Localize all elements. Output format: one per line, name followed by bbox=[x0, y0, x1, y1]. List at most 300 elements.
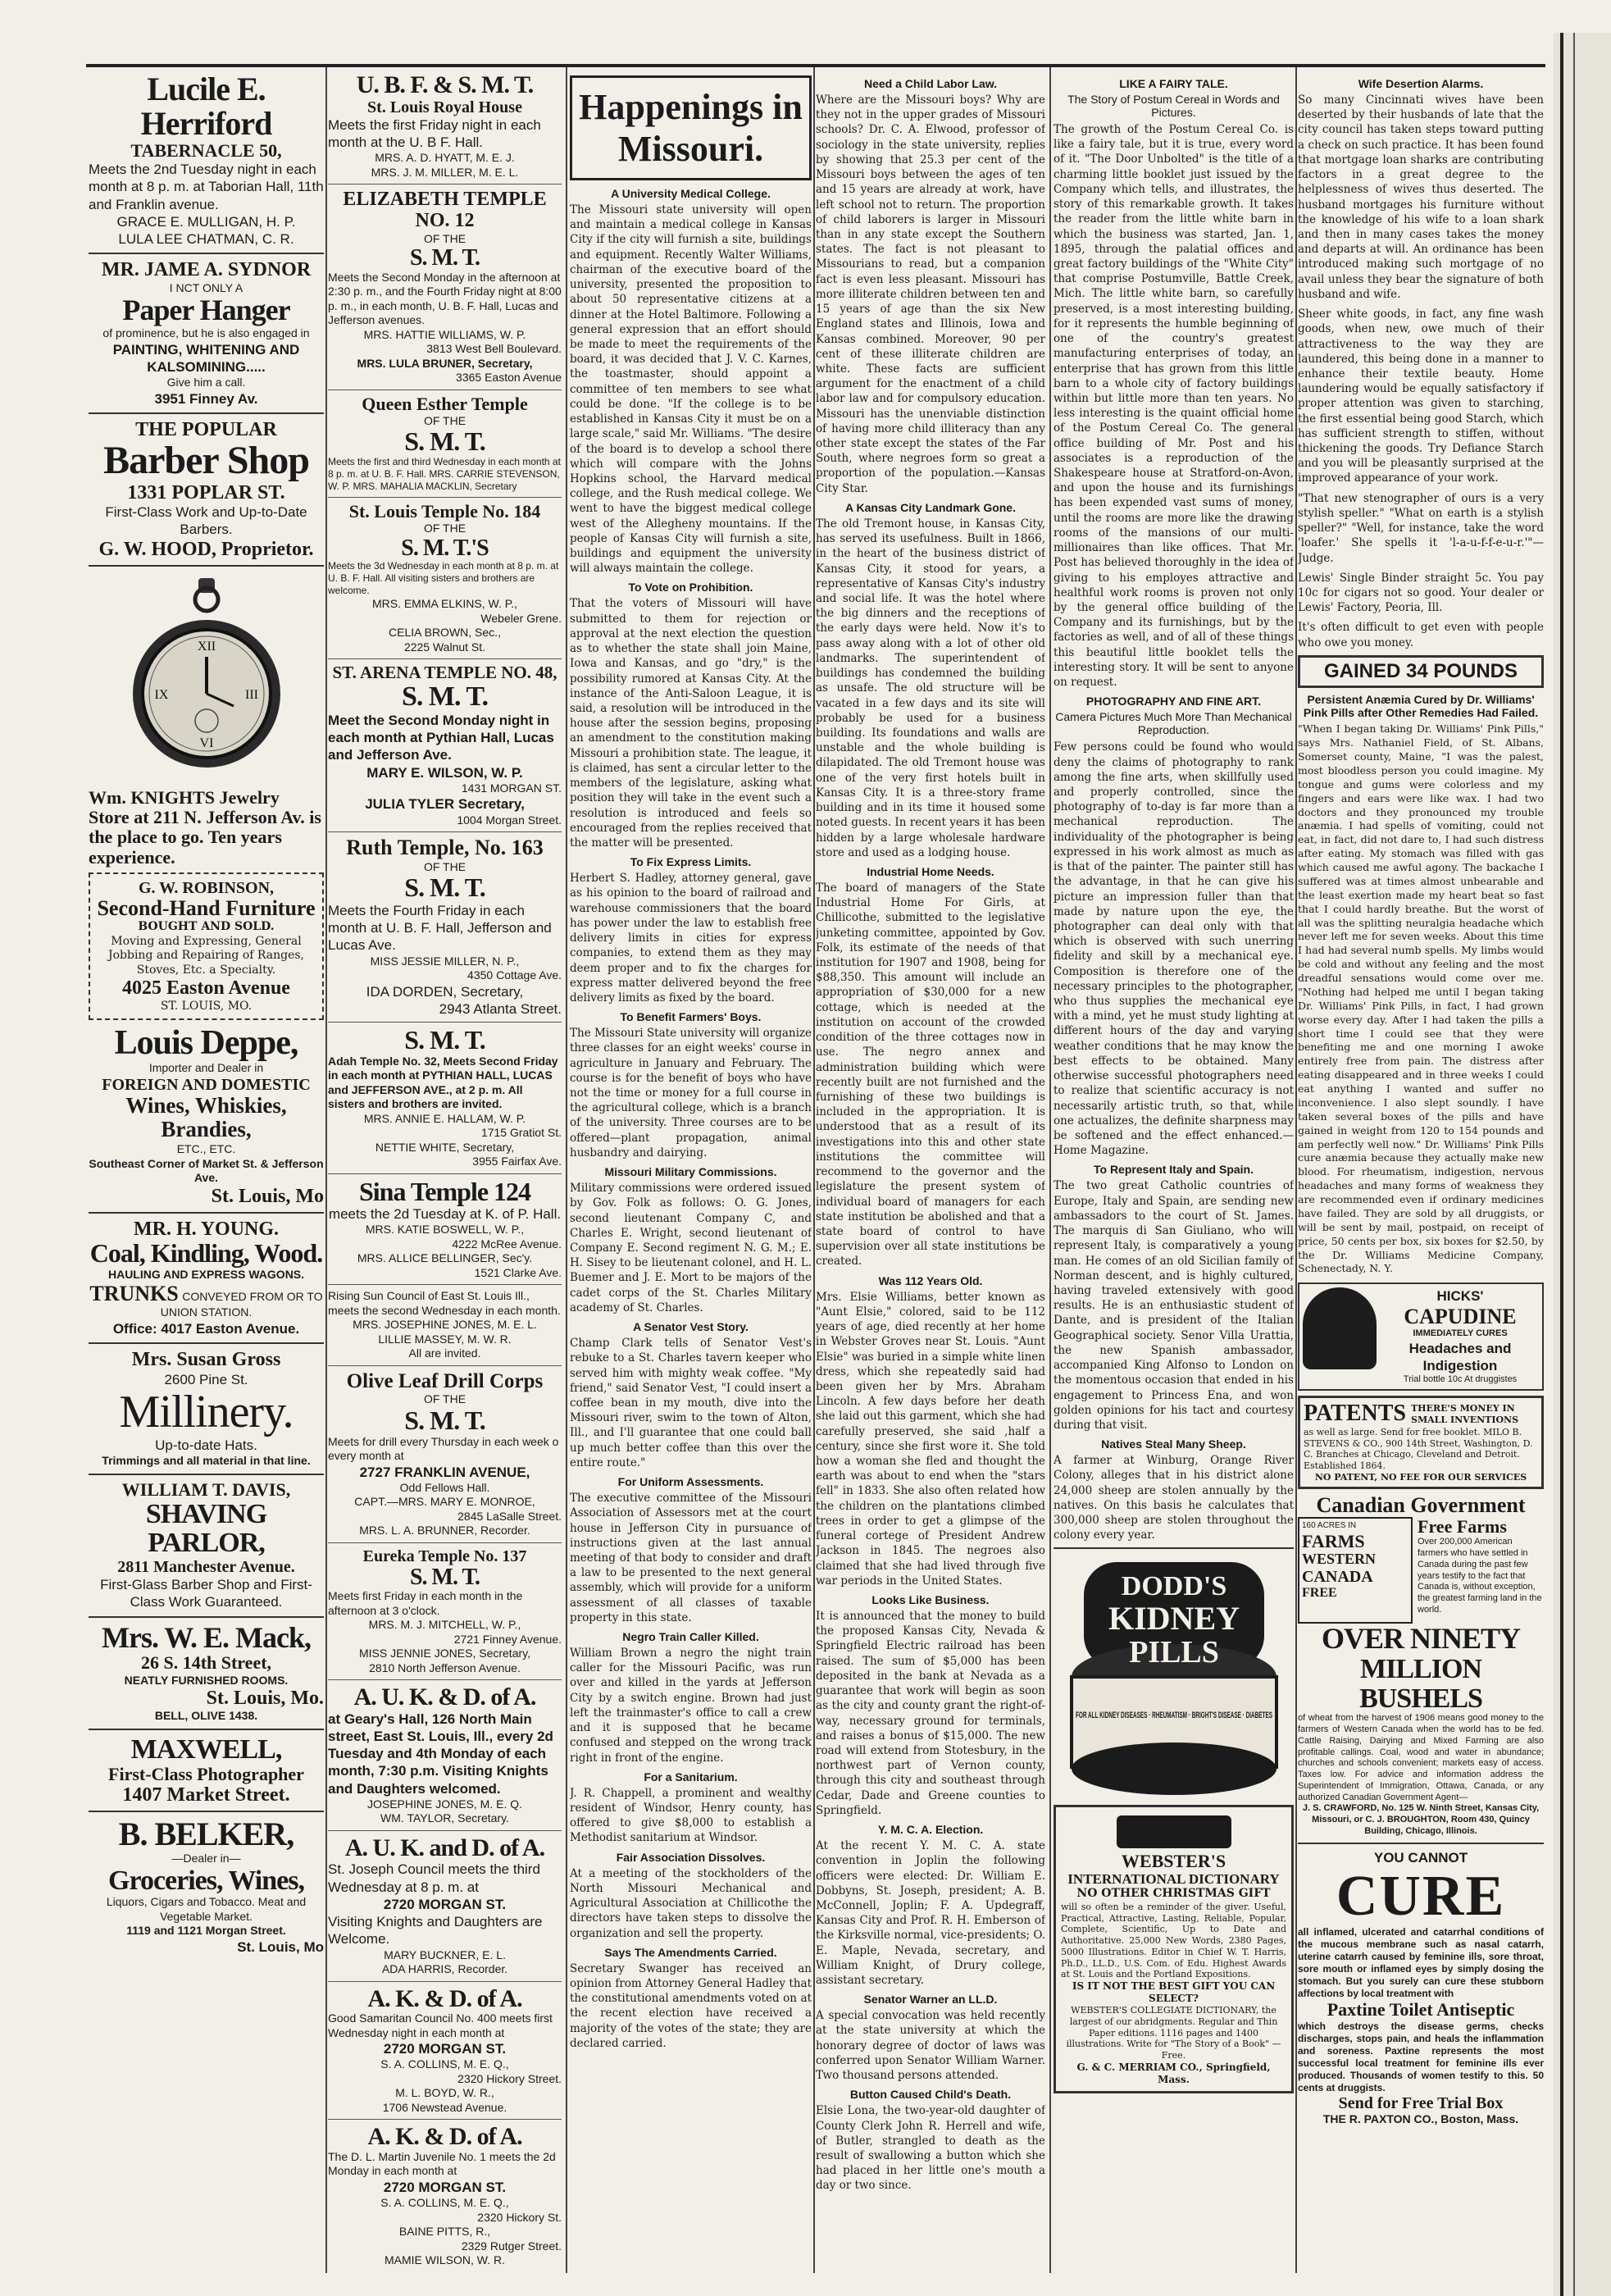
davis-name: WILLIAM T. DAVIS, bbox=[121, 1478, 291, 1500]
cure-ad bbox=[1298, 1849, 1544, 2126]
auk2-notice bbox=[328, 1835, 562, 1977]
sydnor-call: Give him a call. bbox=[166, 376, 246, 390]
cure-title: CURE bbox=[1336, 1864, 1506, 1928]
auk2-officer1: MARY BUCKNER, E. L. bbox=[384, 1947, 506, 1961]
sina-text: meets the 2d Tuesday at K. of P. Hall. bbox=[328, 1206, 562, 1223]
article-heading: For Uniform Assessments. bbox=[617, 1475, 764, 1489]
cure-body: all inflamed, ulcerated and catarrhal conditions of the mucous membrane such as nasal catarrh, uterine catarrh caused by feminine ills, sore throat, sore mouth or inflamed eyes by simply dosing the stomach. But you surely can cure these stubborn affections by local treatment with bbox=[1298, 1926, 1544, 2000]
article-subheading: The Story of Postum Cereal in Words and Pictures. bbox=[1067, 93, 1280, 119]
arena-addr2: 1004 Morgan Street. bbox=[457, 813, 562, 827]
column-divider bbox=[566, 67, 567, 2273]
olive-smt: S. M. T. bbox=[404, 1405, 485, 1435]
svg-text:XII: XII bbox=[197, 639, 216, 654]
young-office: Office: 4017 Easton Avenue. bbox=[112, 1321, 300, 1337]
column-lodges bbox=[328, 72, 562, 2278]
ak1-addr1: 2320 Hickory Street. bbox=[457, 2071, 562, 2085]
article-heading: To Benefit Farmers' Boys. bbox=[620, 1010, 762, 1024]
adjacent-page-edge bbox=[1554, 33, 1611, 2296]
olive-officer1: CAPT.—MRS. MARY E. MONROE, bbox=[354, 1495, 535, 1509]
gross-text2: Trimmings and all material in that line. bbox=[102, 1454, 311, 1468]
ruth-officer2: IDA DORDEN, Secretary, bbox=[366, 983, 524, 1000]
robinson-title: Second-Hand Furniture bbox=[97, 895, 316, 920]
ak2-title: A. K. & D. of A. bbox=[367, 2123, 522, 2151]
ruth-text: Meets the Fourth Friday in each month at U. B. F. Hall, Jefferson and Lucas Ave. bbox=[328, 902, 552, 954]
deppe-ad bbox=[89, 1025, 324, 1207]
stl184-smt: S. M. T.'S bbox=[401, 535, 489, 561]
capudine-ad bbox=[1298, 1282, 1544, 1391]
barber-title: Barber Shop bbox=[103, 439, 309, 483]
patents-body: as well as large. Send for free booklet. MILO B. STEVENS & CO., 900 14th Street, Washington, D. C. Branches at Chicago, Cleveland and Detroit. Established 1864. bbox=[1304, 1426, 1533, 1472]
svg-text:IX: IX bbox=[154, 687, 168, 702]
sydnor-line: I NCT ONLY A bbox=[169, 280, 243, 294]
dodds-line1: DODD'S bbox=[1121, 1571, 1226, 1602]
sina-addr2: 1521 Clarke Ave. bbox=[474, 1265, 562, 1279]
deppe-line2: Wines, Whiskies, Brandies, bbox=[125, 1092, 287, 1142]
herriford-sub: TABERNACLE 50, bbox=[130, 140, 282, 161]
article-heading: To Fix Express Limits. bbox=[630, 855, 752, 869]
article-body: It's often difficult to get even with people who owe you money. bbox=[1298, 621, 1544, 649]
herriford-notice bbox=[89, 72, 324, 248]
adah-notice bbox=[328, 1027, 562, 1169]
article-body: Sheer white goods, in fact, any fine wash goods, when new, owe much of their attractiveness to the way they are laundered, this being done in a manner to enhance their textile beauty. Home laundering would be equally satisfactory if proper attention was given to starching, the first essential being good Starch, which has sufficient strength to stiffen, without thickening the goods. Try Defiance Starch and you will be pleasantly surprised at the improved appearance of your work. bbox=[1298, 308, 1544, 485]
dodds-ring-text: FOR ALL KIDNEY DISEASES · RHEUMATISM · BRIGHT'S DISEASE · DIABETES bbox=[1075, 1711, 1272, 1721]
elizabeth-title: ELIZABETH TEMPLE NO. 12 bbox=[343, 189, 547, 232]
sina-addr1: 4222 McRee Avenue. bbox=[452, 1237, 562, 1250]
young-sub: HAULING AND EXPRESS WAGONS. bbox=[107, 1268, 305, 1282]
esther-of: OF THE bbox=[423, 413, 466, 427]
young-name: MR. H. YOUNG. bbox=[133, 1219, 280, 1241]
rising-text: Rising Sun Council of East St. Louis Ill., meets the second Wednesday in each month. bbox=[328, 1289, 561, 1317]
olive-text: Meets for drill every Thursday in each week o every month at bbox=[328, 1434, 559, 1463]
sydnor-name: MR. JAME A. SYDNOR bbox=[101, 259, 312, 281]
sydnor-trade: Paper Hanger bbox=[122, 294, 290, 327]
article-heading: Wife Desertion Alarms. bbox=[1358, 77, 1484, 90]
arena-text: Meet the Second Monday night in each month at Pythian Hall, Lucas and Jefferson Ave. bbox=[328, 712, 554, 763]
cure-company: THE R. PAXTON CO., Boston, Mass. bbox=[1322, 2112, 1519, 2125]
adah-text: Adah Temple No. 32, Meets Second Friday in each month at PYTHIAN HALL, LUCAS and JEFFERSON AVE., at 2 p. m. All sisters and brothers are invited. bbox=[328, 1054, 558, 1111]
adah-officer1: MRS. ANNIE E. HALLAM, W. P. bbox=[363, 1111, 526, 1125]
stl184-officer2: CELIA BROWN, Sec., bbox=[389, 626, 501, 640]
knights-text: Wm. KNIGHTS Jewelry Store at 211 N. Jefferson Av. is the place to go. Ten years experience. bbox=[89, 786, 321, 868]
article-body: The board of managers of the State Industrial Home For Girls, at Chillicothe, submitted to the legislative junketing committee, appointed by Gov. Folk, its estimate of the needs of that institution for 1907 and 1908, being for $88,350. This amount will include an appropriation of $30,000 for a new cottage, which is needed at the institution on account of the crowded condition of the three cottages now in use. The negro annex and administration building which were recently built are not furnished and the furnishing of these two buildings is included in the appropriation. It is understood that as a result of its investigations into this and other state institutions the committee will recommend to the governor and the legislature the present system of individual board of managers for each state institution be abolished and that a state board of control to have supervision over all state institutions be created. bbox=[816, 881, 1045, 1269]
barber-ad bbox=[89, 419, 324, 560]
cure-body2: which destroys the disease germs, checks discharges, stops pain, and heals the inflammation and soreness. Paxtine represents the most successful local treatment for feminine ills ever produced. Thousands of women testify to this. 50 cents at druggists. bbox=[1298, 2020, 1544, 2093]
masthead-title: Happenings in Missouri. bbox=[579, 87, 803, 169]
gross-text1: Up-to-date Hats. bbox=[155, 1437, 257, 1453]
pocket-watch-illustration bbox=[129, 575, 284, 780]
robinson-name: G. W. ROBINSON, bbox=[138, 878, 275, 897]
article-body: Where are the Missouri boys? Why are they not in the upper grades of Missouri schools? Dr. C. A. Elwood, professor of sociology in the state university, replies by showing that 25.3 per cent of the Missouri boys between the ages of ten and 15 years are already at work, have left school not to return. The proportion of child laborers is larger in Missouri than in any state except the Southern states. The fact is not pleasant to Missourians to read, but a companion fact is even less pleasant. Missouri has more illiterate children between ten and 15 years of age than the six New England states and Illinois, Iowa and Kansas combined. Moreover, 90 per cent of these illiterate children are white. These facts are sufficient argument for the enactment of a child labor law and for compulsory education. Missouri has the unenviable distinction of having more child illiteracy than any other state except the states of the Far South, where negroes form so great a proportion of the population.—Kansas City Star. bbox=[816, 93, 1045, 495]
article-body: Few persons could be found who would deny the claims of photography to rank among the fine arts, when skillfully used and properly controlled, since the photography of to-day is far more than a mechanical reproduction. The individuality of the photographer is being expressed in his work almost as much as is that of the painter. The painter still has the advantage, in that he can give his picture an impression fuller than that made by nature upon the eye, the photographer can deal only with that which is observed with such unerring fidelity and skill by a mechanical eye. Composition is therefore one of the necessary principles to the photographer, who thus supplies the mechanical eye with a mind, yet he must study lighting at different hours of the day and varying weather conditions that he may know the best effects to be obtained. Many otherwise successful photographers need to realize that scientific accuracy is not necessarily artistic truth, so that, while one actualizes, the definite sharpness may be softened and the effect enhanced.—Home Magazine. bbox=[1054, 740, 1294, 1158]
article-body: "That new stenographer of ours is a very stylish speller." "What on earth is a stylish speller?" "Well, for instance, take the word 'loafer.' She spells it 'l-a-u-f-f-e-u-r.'"—Judge. bbox=[1298, 491, 1544, 565]
robinson-sub: BOUGHT AND SOLD. bbox=[138, 920, 275, 934]
article-body: It is announced that the money to build the proposed Kansas City, Nevada & Springfield Electric railroad has been raised. The sum of $5,000 has been deposited in the bank at Nevada as a guarantee that work will begin as soon as the city and county grant the right-of-way, necessary ground for terminals, and raises a bonus of $15,000. The new road will extend from Stotesbury, in the northwest part of Vernon county, through this city and southeast through Cedar, Dade and Greene counties to Springfield. bbox=[816, 1610, 1045, 1817]
mack-ad bbox=[89, 1620, 324, 1724]
mack-bell: BELL, OLIVE 1438. bbox=[154, 1709, 258, 1723]
article-heading: To Represent Italy and Spain. bbox=[1093, 1163, 1254, 1177]
auk1-title: A. U. K. & D. of A. bbox=[353, 1683, 536, 1711]
ak2-addr1: 2320 Hickory St. bbox=[477, 2210, 562, 2224]
ubf-notice bbox=[328, 72, 562, 180]
adah-addr2: 3955 Fairfax Ave. bbox=[472, 1155, 562, 1168]
article-heading: Fair Association Dissolves. bbox=[616, 1850, 766, 1864]
canada-map1: 160 ACRES IN bbox=[1302, 1521, 1357, 1531]
barber-address: 1331 POPLAR ST. bbox=[127, 481, 285, 503]
column-news-3 bbox=[1054, 72, 1294, 2278]
article-heading: PHOTOGRAPHY AND FINE ART. bbox=[1085, 695, 1262, 708]
elizabeth-of: OF THE bbox=[423, 231, 466, 245]
esther-smt: S. M. T. bbox=[404, 426, 485, 457]
patents-foot: NO PATENT, NO FEE FOR OUR SERVICES bbox=[1314, 1471, 1527, 1483]
olive-addr1: 2845 LaSalle Street. bbox=[457, 1509, 562, 1523]
esther-notice bbox=[328, 394, 562, 493]
canada-map4: CANADA bbox=[1302, 1567, 1373, 1586]
article-heading: Industrial Home Needs. bbox=[867, 864, 994, 878]
arena-notice bbox=[328, 663, 562, 827]
stl184-officer1b: Webeler Grene. bbox=[480, 611, 562, 625]
ak2-notice bbox=[328, 2124, 562, 2267]
young-trunks: TRUNKS bbox=[89, 1281, 179, 1305]
column-divider bbox=[325, 67, 327, 2273]
article-heading: A University Medical College. bbox=[611, 187, 771, 200]
robinson-address: 4025 Easton Avenue bbox=[122, 977, 290, 1000]
elizabeth-addr2: 3365 Easton Avenue bbox=[456, 371, 562, 385]
belker-sub: —Dealer in— bbox=[171, 1852, 241, 1866]
auk2-officer2: ADA HARRIS, Recorder. bbox=[381, 1962, 508, 1976]
ruth-notice bbox=[328, 836, 562, 1018]
article-body: Mrs. Elsie Williams, better known as "Aunt Elsie," colored, said to be 112 years of age, died recently at her home in Webster Groves near St. Louis. "Aunt Elsie" was buried in a simple white linen dress, which she repeatedly said had been given her by Mrs. Abraham Lincoln. A few days before her death she laid out this garment, which she had carefully preserved, she said ,half a century, since she first wore it. She told how a woman she fled and thought the earth was about to end when the "stars fell" in 1833. She also often related how the children on the plantations climbed trees in order to get a glimpse of the funeral cortege of President Andrew Jackson in 1845. The negroes also claimed that she had lived through five war periods in the United States. bbox=[816, 1290, 1045, 1588]
article-body: The executive committee of the Missouri Association of Assessors met at the court house in Jefferson City in pursuance of instructions given at the last annual meeting of that body to consider and draft a law to be presented to the next general assembly, which will provide for a uniform assessment of all classes of taxable property in this state. bbox=[570, 1492, 812, 1624]
arena-title: ST. ARENA TEMPLE NO. 48, bbox=[332, 663, 557, 683]
hicks-line1: Headaches and bbox=[1408, 1340, 1512, 1356]
davis-address: 2811 Manchester Avenue. bbox=[117, 1558, 295, 1577]
eureka-officer1: MRS. M. J. MITCHELL, W. P., bbox=[368, 1618, 521, 1632]
arena-officer1: MARY E. WILSON, W. P. bbox=[366, 764, 523, 781]
ninety-line2: MILLION BUSHELS bbox=[1359, 1654, 1482, 1714]
article-body: At a meeting of the stockholders of the North Missouri Mechanical and Agricultural Association at Chillicothe the directors have taken steps to dissolve the organization and sell the property. bbox=[570, 1866, 812, 1940]
gross-address: 2600 Pine St. bbox=[164, 1371, 248, 1387]
ak1-title: A. K. & D. of A. bbox=[367, 1984, 522, 2012]
maxwell-address: 1407 Market Street. bbox=[122, 1784, 290, 1806]
webster-gift: NO OTHER CHRISTMAS GIFT bbox=[1076, 1887, 1271, 1901]
dodds-line2: KIDNEY bbox=[1108, 1600, 1240, 1638]
sydnor-address: 3951 Finney Av. bbox=[154, 390, 258, 407]
article-body: So many Cincinnati wives have been deserted by their husbands of late that the city council has taken steps toward putting a check on such practice. It has been found that mortgage loan sharks are contributing factors in a great degree to the helplessness of wives thus deserted. The husband mortgages his furniture without the knowledge of his wife to a loan shark and then in many cases takes the money and departs at will. An ordinance has been introduced making such mortgage of no avail unless they bear the signature of both husband and wife. bbox=[1298, 93, 1544, 301]
sydnor-ad bbox=[89, 259, 324, 407]
ak2-officer3: MAMIE WILSON, W. R. bbox=[384, 2253, 505, 2267]
herriford-officers: GRACE E. MULLIGAN, H. P. LULA LEE CHATMAN, C. R. bbox=[116, 213, 296, 248]
deppe-sub: Importer and Dealer in bbox=[148, 1061, 264, 1075]
elizabeth-notice bbox=[328, 189, 562, 385]
stl184-of: OF THE bbox=[423, 522, 466, 535]
hicks-sub: IMMEDIATELY CURES bbox=[1413, 1328, 1508, 1339]
article-body: The Missouri state university will open and maintain a medical college in Kansas City if the city will furnish a site, buildings and equipment. Recently Walter Williams, chairman of the executive board of the university, presented the proposition to about 50 representative citizens at a dinner at the Hotel Baltimore. Following a general expression that an effort should be made to meet the requirements of the board, it was decided that J. V. C. Karnes, the toastmaster, should appoint a committee of ten members to see what could be done. "If the college is to be established in Kansas City it must be on a large scale," said Mr. Williams. "The desire of the board is to develop a school there which will compare with the Johns Hopkins school, the Harvard medical college, and the Rush medical college. We went to have the biggest medical college west of the Allegheny mountains. If the people of Kansas City will furnish a site, buildings and equipment the university will always maintain the college. bbox=[570, 203, 812, 576]
esther-title: Queen Esther Temple bbox=[362, 393, 528, 414]
gained-sub: Persistent Anæmia Cured by Dr. Williams' Pink Pills after Other Remedies Had Failed. bbox=[1303, 693, 1539, 720]
elizabeth-addr1: 3813 West Bell Boulevard. bbox=[426, 342, 562, 356]
gross-name: Mrs. Susan Gross bbox=[131, 1349, 281, 1371]
elizabeth-smt: S. M. T. bbox=[409, 245, 480, 271]
article-body: The Missouri State university will organize three classes for an eight weeks' course in agriculture in January and February. The course is for the benefit of boys who have not the time or money for a full course in the agricultural college, which is a branch of the university. Three courses are to be offered—plant propagation, animal husbandry and dairying. bbox=[570, 1027, 812, 1159]
masthead bbox=[570, 75, 812, 180]
gross-ad bbox=[89, 1349, 324, 1468]
patents-title: PATENTS bbox=[1304, 1401, 1406, 1427]
ubf-title: U. B. F. & S. M. T. bbox=[356, 72, 534, 98]
mack-text: NEATLY FURNISHED ROOMS. bbox=[124, 1673, 289, 1687]
ruth-officer1: MISS JESSIE MILLER, N. P., bbox=[370, 954, 520, 968]
article-body: That the voters of Missouri will have submitted to them for rejection or approval at the next election the question as to whether the state shall join Maine, Iowa and Kansas, and go "dry," is the possibility rumored at Kansas City. At the instance of the Anti-Saloon League, it is said, a resolution will be introduced in the house after the session begins, proposing an amendment to the constitution making Missouri a prohibition state. The league, it is claimed, has sent a circular letter to the members of the legislature, asking what position they will take in the event such a resolution is introduced and feels so encouraged from the replies received that the matter will be presented. bbox=[570, 597, 812, 850]
article-heading: Looks Like Business. bbox=[871, 1593, 990, 1606]
ubf-officers: MRS. A. D. HYATT, M. E. J. MRS. J. M. MILLER, M. E. L. bbox=[371, 151, 519, 179]
herriford-text: Meets the 2nd Tuesday night in each month at 8 p. m. at Taborian Hall, 11th and Franklin avenue. bbox=[89, 162, 324, 212]
sina-officer2: MRS. ALLICE BELLINGER, Sec'y. bbox=[357, 1251, 533, 1265]
article-heading: A Senator Vest Story. bbox=[633, 1320, 749, 1334]
canada-head: Canadian Government bbox=[1316, 1492, 1526, 1517]
ak1-notice bbox=[328, 1986, 562, 2116]
article-body: The old Tremont house, in Kansas City, has served its usefulness. Built in 1866, in the heart of the business district of Kansas City, it stood for years, a representative of Kansas City's industry and social life. It was the hotel where the big dinners and the receptions of the early days were held. Now it's to pass away along with a lot of other old landmarks. The superintendent of buildings has condemned the building as unsafe. The old structure will be vacated in a few days and its site will probably be used for a business building. Its foundations and walls are unstable and the whole building is dilapidated. The old Tremont house was one of the very first hotels built in Kansas City. It is a three-story frame building and in its time it housed some noted guests. In recent years it has been hidden by a large wholesale hardware store and used as a lodging house. bbox=[816, 517, 1045, 859]
sina-officer1: MRS. KATIE BOSWELL, W. P., bbox=[365, 1223, 525, 1237]
article-heading: Missouri Military Commissions. bbox=[604, 1165, 777, 1179]
olive-title: Olive Leaf Drill Corps bbox=[346, 1369, 544, 1392]
belker-ad bbox=[89, 1817, 324, 1956]
robinson-ad bbox=[89, 872, 324, 1020]
canada-map5: FREE bbox=[1302, 1585, 1337, 1600]
davis-text: First-Glass Barber Shop and First-Class Work Guaranteed. bbox=[100, 1577, 312, 1610]
eureka-notice bbox=[328, 1547, 562, 1675]
young-trunks-text: CONVEYED FROM OR TO UNION STATION. bbox=[160, 1289, 323, 1319]
ruth-of: OF THE bbox=[423, 859, 466, 873]
article-body: J. R. Chappell, a prominent and wealthy resident of Windsor, Henry county, has offered to give $8,000 to establish a Methodist sanitarium at Windsor. bbox=[570, 1786, 812, 1845]
column-divider bbox=[1295, 67, 1297, 2273]
dodds-kidney-pills-ad bbox=[1059, 1554, 1289, 1800]
article-heading: Need a Child Labor Law. bbox=[863, 77, 998, 90]
auk2-text: St. Joseph Council meets the third Wednesday at 8 p. m. at bbox=[328, 1861, 540, 1895]
hicks-line2: Indigestion bbox=[1422, 1358, 1498, 1374]
ruth-addr1: 4350 Cottage Ave. bbox=[467, 968, 562, 982]
hicks-title: CAPUDINE bbox=[1404, 1304, 1517, 1328]
webster-title: WEBSTER'S bbox=[1121, 1851, 1226, 1872]
adah-smt: S. M. T. bbox=[404, 1025, 485, 1055]
olive-officer2: MRS. L. A. BRUNNER, Recorder. bbox=[359, 1524, 530, 1538]
deppe-title: Louis Deppe, bbox=[114, 1024, 298, 1063]
article-body: The two great Catholic countries of Europe, Italy and Spain, are sending new ambassadors to the court of St. James. The marquis di San Giuliano, who will represent Italy, is comparatively a young man. He comes of an old Sicilian family of Norman descent, and is highly cultured, having traveled extensively with good results. He is an enthusiastic student of Dante, and is president of the Italian Geographical society. Senor Villa Urattia, the new Spanish ambassador, accompanied King Alfonso to London on the momentous occasion that ended in his engagement to Princess Ena, and won golden opinions for his tact and courtesy during that visit. bbox=[1054, 1179, 1294, 1432]
canada-map2: FARMS bbox=[1302, 1530, 1365, 1551]
mack-city: St. Louis, Mo. bbox=[206, 1688, 324, 1710]
mack-title: Mrs. W. E. Mack, bbox=[101, 1620, 311, 1654]
auk2-addr: 2720 MORGAN ST. bbox=[383, 1896, 507, 1912]
stl184-addr2: 2225 Walnut St. bbox=[403, 640, 486, 654]
article-body: At the recent Y. M. C. A. state convention in Joplin the following officers were elected: Dr. William E. Dobbyns, St. Joseph, president; A. B. McConnell, Joplin; F. A. Updegraff, Kansas City and Prof. R. H. Emberson of the Kirksville normal, vice-presidents; O. E. Maple, Nevada, secretary, and William Knight, of Drury college, assistant secretary. bbox=[816, 1839, 1045, 1988]
ak1-officer1: S. A. COLLINS, M. E. Q., bbox=[380, 2057, 509, 2071]
canada-sub: Free Farms bbox=[1418, 1516, 1507, 1538]
book-icon bbox=[1117, 1815, 1231, 1848]
olive-addr: 2727 FRANKLIN AVENUE, bbox=[359, 1464, 530, 1480]
article-heading: LIKE A FAIRY TALE. bbox=[1119, 77, 1228, 90]
davis-ad bbox=[89, 1480, 324, 1611]
canada-map3: WESTERN bbox=[1302, 1550, 1377, 1567]
ak1-officer2: M. L. BOYD, W. R., bbox=[395, 2086, 494, 2100]
webster-body: will so often be a reminder of the giver. Useful, Practical, Attractive, Lasting, Reliable, Popular, Complete, Scientific, Up to Date and Authoritative. 25,000 New Words, 2380 Pages, 5000 Illustrations. Editor in Chief W. T. Harris, Ph.D., LL.D., U.S. Com. of Edu. Highest Awards at St. Louis and the Portland Expositions. bbox=[1061, 1901, 1286, 1980]
ruth-title: Ruth Temple, No. 163 bbox=[346, 836, 544, 860]
deppe-etc: ETC., ETC. bbox=[176, 1142, 236, 1156]
article-body: Lewis' Single Binder straight 5c. You pay 10c for cigars not so good. Your dealer or Lewis' Factory, Peoria, Ill. bbox=[1298, 571, 1544, 615]
ak2-text: The D. L. Martin Juvenile No. 1 meets the 2d Monday in each month at bbox=[328, 2149, 556, 2178]
herriford-title: Lucile E. Herriford bbox=[140, 72, 272, 142]
robinson-city: ST. LOUIS, MO. bbox=[160, 999, 253, 1013]
eureka-addr2: 2810 North Jefferson Avenue. bbox=[369, 1660, 521, 1674]
ruth-smt: S. M. T. bbox=[404, 872, 485, 903]
ak1-addr: 2720 MORGAN ST. bbox=[383, 2041, 507, 2057]
auk1-text: at Geary's Hall, 126 North Main street, East St. Louis, Ill., every 2d Tuesday and 4th Monday of each month, 7:30 p.m. Visiting Knights and Daughters welcomed. bbox=[328, 1711, 553, 1797]
stl184-officer1: MRS. EMMA ELKINS, W. P., bbox=[371, 597, 518, 611]
adah-officer2: NETTIE WHITE, Secretary, bbox=[375, 1140, 515, 1154]
article-heading: Negro Train Caller Killed. bbox=[622, 1630, 759, 1644]
cure-product: Paxtine Toilet Antiseptic bbox=[1327, 1999, 1515, 2020]
stl184-notice bbox=[328, 502, 562, 654]
column-divider bbox=[813, 67, 815, 2273]
deppe-city: St. Louis, Mo bbox=[211, 1185, 324, 1207]
article-body: William Brown a negro the night train caller for the Missouri Pacific, was run over and killed in the yards at Jefferson City by a switch engine. Brown had just left the trainmaster's office to call a crew and it is supposed that he became confused and stepped on the wrong track right in front of the engine. bbox=[570, 1647, 812, 1765]
arena-smt: S. M. T. bbox=[401, 681, 489, 713]
mack-address: 26 S. 14th Street, bbox=[140, 1652, 272, 1674]
article-body: Champ Clark tells of Senator Vest's rebuke to a St. Charles tavern keeper who served him with mighty weak coffee. "My friend," said Senator Vest, "I could insert a coffee bean in my mouth, dive into the Missouri river, swim to the town of Alton, Ill., and I'll guarantee that one could ball up much better coffee than this over the entire route." bbox=[570, 1337, 812, 1469]
sina-title: Sina Temple 124 bbox=[358, 1176, 531, 1206]
belker-city: St. Louis, Mo bbox=[237, 1938, 324, 1955]
arena-addr1: 1431 MORGAN ST. bbox=[461, 781, 562, 795]
article-body: Elsie Lona, the two-year-old daughter of County Clerk John R. Herrell and wife, of Butler, strangled to death as the result of swallowing a button which she had placed in her little one's mouth a day or two since. bbox=[816, 2104, 1045, 2193]
canada-ad bbox=[1298, 1494, 1544, 1838]
ninety-line1: OVER NINETY bbox=[1321, 1622, 1521, 1656]
gained-ad bbox=[1298, 655, 1544, 688]
barber-owner: G. W. HOOD, Proprietor. bbox=[98, 538, 314, 560]
article-body: Military commissions were ordered issued by Gov. Folk as follows: O. G. Jones, second lieutenant Company C, and Charles E. Wright, second lieutenant of Company E. Second regiment N. G. M.; E. H. Sisey to be lieutenant colonel, and H. L. Buemer and J. E. Mort to be majors of the cadet corps of the St. Charles Military academy of St. Charles. bbox=[570, 1182, 812, 1314]
canada-map-illustration bbox=[1298, 1517, 1413, 1624]
ruth-addr2: 2943 Atlanta Street. bbox=[439, 1000, 562, 1017]
webster-best: IS IT NOT THE BEST GIFT YOU CAN SELECT? bbox=[1072, 1980, 1276, 2005]
ak2-officer1: S. A. COLLINS, M. E. Q., bbox=[380, 2196, 509, 2210]
barber-text: First-Class Work and Up-to-Date Barbers. bbox=[105, 504, 307, 538]
gained-head: GAINED 34 POUNDS bbox=[1323, 659, 1518, 682]
article-body: A farmer at Winburg, Orange River Colony, alleges that in his district alone 24,000 sheep are stolen annually by the natives. On this basis he calculates that 300,000 sheep are stolen throughout the colony every year. bbox=[1054, 1454, 1294, 1542]
gained-body: "When I began taking Dr. Williams' Pink Pills," says Mrs. Nathaniel Field, of St. Albans, Somerset county, Maine, "I was the palest, most bloodless person you could imagine. My tongue and gums were colorless and my fingers and ears were like wax. I had two doctors and they pronounced my trouble anæmia. I had spells of vomiting, could not eat, in fact, did not dare to, I had such distress after eating. My stomach was filled with gas which caused me awful agony. The backache I suffered was at times almost unbearable and the least exertion made my heart beat so fast that I could hardly breathe. But the worst of all was the splitting neuralgia headache which never left me for seven weeks. About this time I had had several numb spells. My limbs would be cold and without any feeling and the most dreadful sensations would come over me. "Nothing had helped me until I began taking Dr. Williams' Pink Pills, in fact, I had grown worse every day. After I had taken the pills a short time I could see that they were benefiting me and one morning I awoke entirely free from pain. The distress after eating disappeared and in three weeks I could eat anything I wanted and suffer no inconvenience. I also slept soundly. I have taken several boxes of the pills and have gained in weight from 120 to 154 pounds and am perfectly well now." Dr. Williams' Pink Pills cure anæmia because they actually make new blood. For rheumatism, indigestion, nervous headaches and many forms of weakness they are recommended even if ordinary medicines have failed. They are sold by all druggists, or will be sent by mail, postpaid, on receipt of price, 50 cents per box, six boxes for $2.50, by the Dr. Williams Medicine Company, Schenectady, N. Y. bbox=[1298, 722, 1544, 1275]
ak1-text: Good Samaritan Council No. 400 meets first Wednesday night in each month at bbox=[328, 2011, 553, 2039]
article-body: The growth of the Postum Cereal Co. is like a fairy tale, but it is true, every word of it. "The Door Unbolted" is the title of a charming little booklet just issued by the Company which tells, and illustrates, the story of this remarkable growth. It takes the reader from the little white barn in which the business was started, Jan. 1, 1895, through the palatial offices and great factory buildings of the "White City" that comprise Postumville, Battle Creek, Mich. The little white barn, so carefully preserved, is a most interesting building, for it represents the humble beginning of one of the country's greatest manufacturing enterprises of today, an enterprise that has grown from this little barn to a whole city of factory buildings within but little more than ten years. No less interesting is the quaint official home of the Postum Cereal Co. The general office building of Mr. Post and his associates is a reproduction of the Shakespeare house at Stratford-on-Avon, and upon the house and its furnishings has been expended vast sums of money, until the rooms are more like the drawing rooms of the mansions of our multi-millionaires than like offices. That Mr. Post has believed thoroughly in the idea of giving to his employes attractive and healthful work rooms is proven not only by the general office building of the Company and its furnishings, but by the factories as well, and of all of these things this beautiful little booklet tells the interesting story. It will be sent to anyone on request. bbox=[1054, 123, 1294, 690]
article-heading: Was 112 Years Old. bbox=[878, 1273, 983, 1287]
article-heading: Y. M. C. A. Election. bbox=[877, 1823, 984, 1837]
belker-title: B. BELKER, bbox=[118, 1815, 294, 1853]
eureka-addr1: 2721 Finney Avenue. bbox=[453, 1632, 562, 1646]
auk2-text2: Visiting Knights and Daughters are Welcome. bbox=[328, 1914, 543, 1947]
webster-ad bbox=[1054, 1805, 1294, 2093]
eureka-officer2: MISS JENNIE JONES, Secretary, bbox=[358, 1647, 530, 1660]
article-body: Secretary Swanger has received an opinion from Attorney General Hadley that the constitutional amendments voted on at the recent election have received a majority of the votes of the state; they are declared carried. bbox=[570, 1961, 812, 2050]
sina-notice bbox=[328, 1178, 562, 1281]
belker-text: Liquors, Cigars and Tobacco. Meat and Vegetable Market. bbox=[106, 1895, 307, 1923]
belker-line: Groceries, Wines, bbox=[108, 1865, 304, 1896]
article-heading: To Vote on Prohibition. bbox=[628, 581, 753, 594]
top-rule bbox=[86, 64, 1545, 67]
auk2-title: A. U. K. and D. of A. bbox=[344, 1834, 545, 1861]
stl184-title: St. Louis Temple No. 184 bbox=[348, 500, 541, 522]
esther-text: Meets the first and third Wednesday in each month at 8 p. m. at U. B. F. Hall. MRS. CARRIE STEVENSON, W. P. MRS. MAHALIA MACKLIN, Secretary bbox=[328, 455, 561, 492]
maxwell-title: MAXWELL, bbox=[130, 1733, 282, 1765]
column-ads-left bbox=[89, 72, 324, 2278]
young-ad bbox=[89, 1219, 324, 1337]
webster-publisher: G. & C. MERRIAM CO., Springfield, Mass. bbox=[1076, 2061, 1271, 2085]
stl184-text: Meets the 3d Wednesday in each month at 8 p. m. at U. B. F. Hall. All visiting sisters and brothers are welcome. bbox=[328, 560, 559, 597]
webster-sub: INTERNATIONAL DICTIONARY bbox=[1067, 1870, 1280, 1887]
olive-of: OF THE bbox=[423, 1392, 466, 1406]
ninety-agent: J. S. CRAWFORD, No. 125 W. Ninth Street, Kansas City, Missouri, or C. J. BROUGHTON, Room 430, Quincy Building, Chicago, Illinois. bbox=[1302, 1803, 1540, 1836]
elizabeth-officer2: MRS. LULA BRUNER, Secretary, bbox=[357, 356, 533, 370]
elizabeth-text: Meets the Second Monday in the afternoon at 2:30 p. m., and the Fourth Friday night at 8:00 p. m., in each month, U. B. F. Hall, Lucas and Jefferson avenues. bbox=[328, 270, 562, 327]
article-subheading: Camera Pictures Much More Than Mechanical Reproduction. bbox=[1055, 710, 1292, 737]
canada-side: Over 200,000 American farmers who have settled in Canada during the past few years testify to the fact that Canada is, without exception, the greatest farming land in the world. bbox=[1418, 1537, 1542, 1615]
rising-invite: All are invited. bbox=[408, 1346, 481, 1360]
maxwell-sub: First-Class Photographer bbox=[108, 1763, 304, 1784]
rising-officers: MRS. JOSEPHINE JONES, M. E. L. LILLIE MASSEY, M. W. R. bbox=[353, 1318, 537, 1346]
article-heading: Natives Steal Many Sheep. bbox=[1101, 1437, 1246, 1451]
cure-send: Send for Free Trial Box bbox=[1338, 2093, 1504, 2112]
arena-officer2: JULIA TYLER Secretary, bbox=[365, 796, 525, 813]
column-news-1 bbox=[570, 72, 812, 2278]
dodds-line3: PILLS bbox=[1128, 1635, 1219, 1670]
article-body: Herbert S. Hadley, attorney general, gave as his opinion to the board of railroad and warehouse commissioners that the board has power under the law to establish free delivery limits in cities for express companies, to extend them as they may deem proper and to fix the charges for express matter delivered beyond the free delivery limits as fixed by the board. bbox=[570, 872, 812, 1004]
article-heading: A Kansas City Landmark Gone. bbox=[845, 500, 1016, 514]
maxwell-ad bbox=[89, 1735, 324, 1806]
rising-notice bbox=[328, 1289, 562, 1361]
svg-text:VI: VI bbox=[199, 736, 213, 750]
ak2-officer2: BAINE PITTS, R., bbox=[398, 2225, 491, 2239]
gross-title: Millinery. bbox=[119, 1387, 294, 1437]
sydnor-text: of prominence, but he is also engaged in bbox=[102, 326, 310, 340]
hicks-trial: Trial bottle 10c At druggistes bbox=[1403, 1374, 1518, 1385]
ak1-addr2: 1706 Newstead Avenue. bbox=[382, 2100, 507, 2114]
eureka-title: Eureka Temple No. 137 bbox=[362, 1547, 527, 1565]
deppe-corner: Southeast Corner of Market St. & Jefferson Ave. bbox=[89, 1156, 324, 1185]
belker-address: 1119 and 1121 Morgan Street. bbox=[126, 1924, 286, 1938]
deppe-line1: FOREIGN AND DOMESTIC bbox=[102, 1075, 311, 1094]
olive-hall: Odd Fellows Hall. bbox=[399, 1480, 490, 1494]
sydnor-services: PAINTING, WHITENING AND KALSOMINING..... bbox=[112, 341, 300, 375]
column-news-2 bbox=[816, 72, 1045, 2278]
ak2-addr: 2720 MORGAN ST. bbox=[383, 2179, 507, 2195]
ubf-text: Meets the first Friday night in each month at the U. B F. Hall. bbox=[328, 116, 541, 150]
ninety-body: of wheat from the harvest of 1906 means good money to the farmers of Western Canada when the world has to be fed. Cattle Raising, Dairying and Mixed Farming are also profitable callings. Coal, wood and water in abundance; churches and schools convenient; markets easy of access. Taxes low. For advice and information address the Superintendent of Immigration, Ottawa, Canada, or any authorized Canadian Government Agent— bbox=[1298, 1713, 1544, 1802]
ak2-addr2: 2329 Rutger Street. bbox=[461, 2239, 562, 2253]
davis-title: SHAVING PARLOR, bbox=[145, 1498, 267, 1559]
eureka-smt: S. M. T. bbox=[409, 1564, 480, 1590]
article-heading: Button Caused Child's Death. bbox=[849, 2088, 1012, 2102]
article-heading: For a Sanitarium. bbox=[644, 1770, 738, 1784]
article-heading: Senator Warner an LL.D. bbox=[863, 1993, 998, 2007]
column-divider bbox=[1049, 67, 1051, 2273]
adah-addr1: 1715 Gratiot St. bbox=[480, 1126, 562, 1140]
column-ads-right bbox=[1298, 72, 1544, 2278]
auk1-officers: JOSEPHINE JONES, M. E. Q. WM. TAYLOR, Secretary. bbox=[366, 1797, 523, 1825]
auk1-notice bbox=[328, 1684, 562, 1826]
patents-side: THERE'S MONEY IN SMALL INVENTIONS bbox=[1411, 1402, 1519, 1425]
eureka-text: Meets first Friday in each month in the afternoon at 3 o'clock. bbox=[328, 1589, 523, 1617]
article-heading: Says The Amendments Carried. bbox=[604, 1945, 777, 1959]
patents-ad bbox=[1298, 1396, 1544, 1489]
ubf-sub: St. Louis Royal House bbox=[367, 98, 522, 116]
olive-notice bbox=[328, 1370, 562, 1538]
young-title: Coal, Kindling, Wood. bbox=[89, 1238, 323, 1269]
webster-collegiate: WEBSTER'S COLLEGIATE DICTIONARY, the largest of our abridgments. Regular and Thin Paper editions. 1116 pages and 1400 illustrations. Write for "The Story of a Book" — Free. bbox=[1066, 2005, 1281, 2061]
cure-top: YOU CANNOT bbox=[1373, 1849, 1468, 1866]
svg-text:III: III bbox=[244, 687, 258, 702]
